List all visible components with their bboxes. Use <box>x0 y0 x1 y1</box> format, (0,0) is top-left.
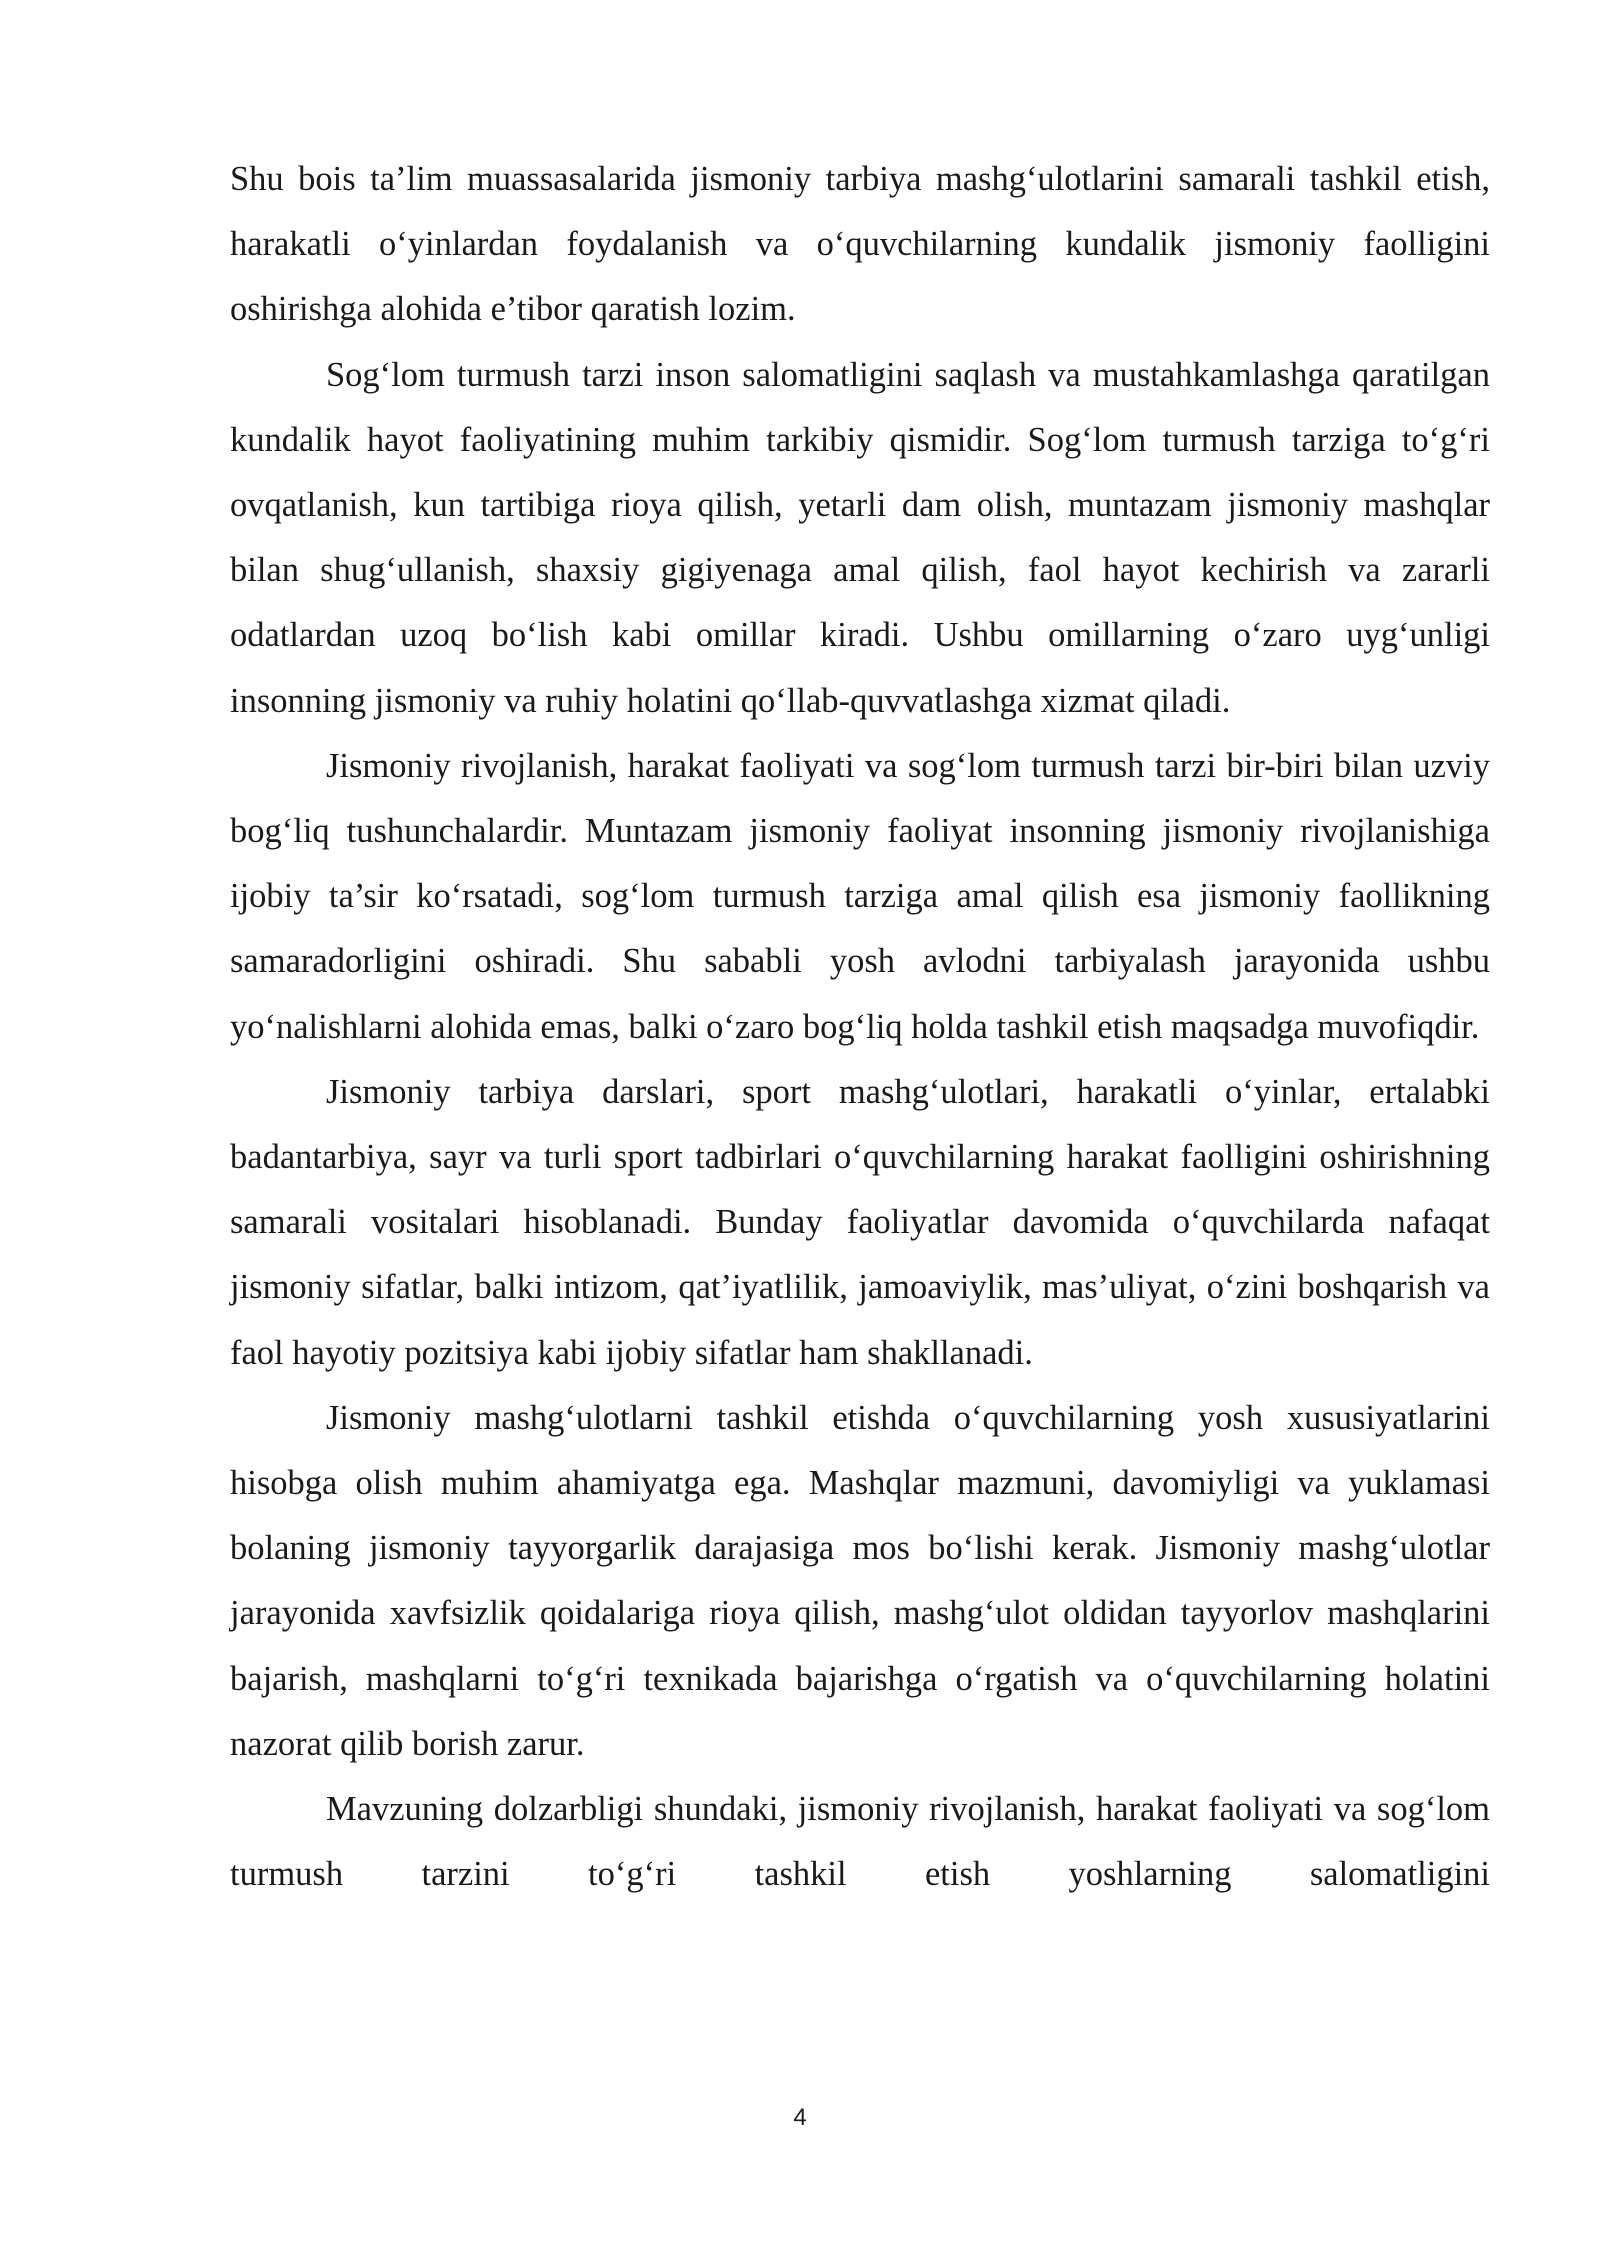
body-text <box>230 147 1490 1907</box>
paragraph-4: Jismoniy tarbiya darslari, sport mashg‘ulotlari, harakatli o‘yinlar, ertalabki badantarbiya, sayr va turli sport tadbirlari o‘quvchilarning harakat faolligini oshirishning samarali vositalari hisoblanadi. Bunday faoliyatlar davomida o‘quvchilarda nafaqat jismoniy sifatlar, balki intizom, qat’iyatlilik, jamoaviylik, mas’uliyat, o‘zini boshqarish va faol hayotiy pozitsiya kabi ijobiy sifatlar ham shakllanadi. <box>230 1072 1490 1372</box>
page-number: 4 <box>793 2104 807 2131</box>
paragraph-1: Shu bois ta’lim muassasalarida jismoniy tarbiya mashg‘ulotlarini samarali tashkil etish, harakatli o‘yinlardan foydalanish va o‘quvchilarning kundalik jismoniy faolligini oshirishga alohida e’tibor qaratish lozim. <box>230 160 1490 329</box>
paragraph-5: Jismoniy mashg‘ulotlarni tashkil etishda o‘quvchilarning yosh xususiyatlarini hisobga olish muhim ahamiyatga ega. Mashqlar mazmuni, davomiyligi va yuklamasi bolaning jismoniy tayyorgarlik darajasiga mos bo‘lishi kerak. Jismoniy mashg‘ulotlar jarayonida xavfsizlik qoidalariga rioya qilish, mashg‘ulot oldidan tayyorlov mashqlarini bajarish, mashqlarni to‘g‘ri texnikada bajarishga o‘rgatish va o‘quvchilarning holatini nazorat qilib borish zarur. <box>230 1398 1490 1763</box>
paragraph-6: Mavzuning dolzarbligi shundaki, jismoniy rivojlanish, harakat faoliyati va sog‘lom turmush tarzini to‘g‘ri tashkil etish yoshlarning salomatligini <box>230 1790 1490 1894</box>
paragraph-2: Sog‘lom turmush tarzi inson salomatligini saqlash va mustahkamlashga qaratilgan kundalik hayot faoliyatining muhim tarkibiy qismidir. Sog‘lom turmush tarziga to‘g‘ri ovqatlanish, kun tartibiga rioya qilish, yetarli dam olish, muntazam jismoniy mashqlar bilan shug‘ullanish, shaxsiy gigiyenaga amal qilish, faol hayot kechirish va zararli odatlardan uzoq bo‘lish kabi omillar kiradi. Ushbu omillarning o‘zaro uyg‘unligi insonning jismoniy va ruhiy holatini qo‘llab-quvvatlashga xizmat qiladi. <box>230 355 1490 720</box>
paragraph-3: Jismoniy rivojlanish, harakat faoliyati va sog‘lom turmush tarzi bir-biri bilan uzviy bog‘liq tushunchalardir. Muntazam jismoniy faoliyat insonning jismoniy rivojlanishiga ijobiy ta’sir ko‘rsatadi, sog‘lom turmush tarziga amal qilish esa jismoniy faollikning samaradorligini oshiradi. Shu sababli yosh avlodni tarbiyalash jarayonida ushbu yo‘nalishlarni alohida emas, balki o‘zaro bog‘liq holda tashkil etish maqsadga muvofiqdir. <box>230 746 1490 1046</box>
